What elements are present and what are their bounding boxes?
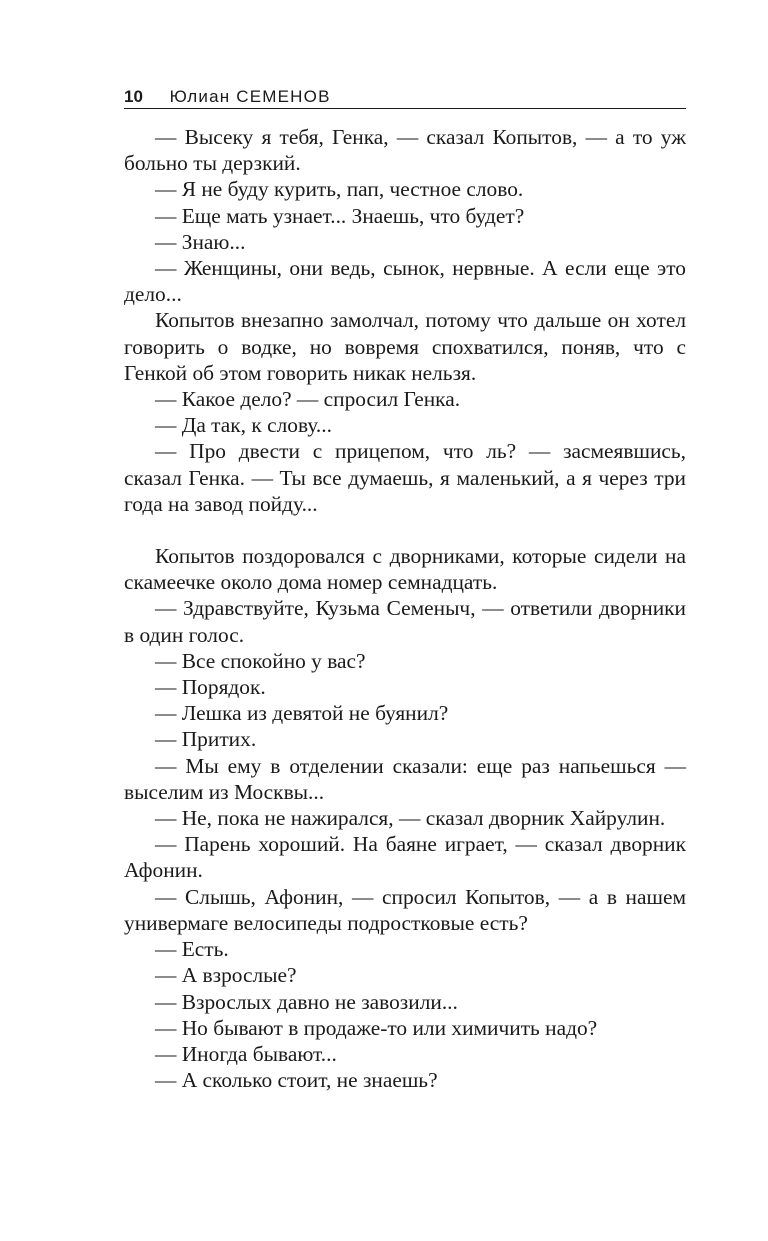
paragraph: — А взрослые? xyxy=(155,963,297,988)
paragraph: — Но бывают в продаже-то или химичить надо? xyxy=(155,1015,598,1040)
paragraph: — Парень хороший. На баяне играет, — сказал дворник Афонин. xyxy=(124,832,686,883)
paragraph: — Я не буду курить, пап, честное слово. xyxy=(155,177,524,202)
paragraph: Копытов внезапно замолчал, потому что дальше он хотел говорить о водке, но вовремя спохватился, поняв, что с Генкой об этом говорить никак нельзя. xyxy=(124,308,686,385)
paragraph: — Слышь, Афонин, — спросил Копытов, — а в нашем универмаге велосипеды подростковые есть? xyxy=(124,884,686,935)
section-break xyxy=(124,517,686,543)
paragraph: — Какое дело? — спросил Генка. xyxy=(155,387,461,412)
page-number: 10 xyxy=(124,87,143,106)
paragraph: — Есть. xyxy=(155,937,229,962)
paragraph: — Все спокойно у вас? xyxy=(155,648,366,673)
paragraph: — Мы ему в отделении сказали: еще раз напьешься — выселим из Москвы... xyxy=(124,753,686,804)
paragraph: — Да так, к слову... xyxy=(155,413,332,438)
body-text xyxy=(124,124,686,1093)
paragraph: — Лешка из девятой не буянил? xyxy=(155,701,449,726)
paragraph: — Порядок. xyxy=(155,675,266,700)
paragraph: — Иногда бывают... xyxy=(155,1041,337,1066)
running-header xyxy=(124,86,686,109)
paragraph: — Здравствуйте, Кузьма Семеныч, — ответили дворники в один голос. xyxy=(124,596,686,647)
paragraph: — А сколько стоит, не знаешь? xyxy=(155,1068,438,1093)
paragraph: — Взрослых давно не завозили... xyxy=(155,989,458,1014)
paragraph: — Высеку я тебя, Генка, — сказал Копытов, — а то уж больно ты дерзкий. xyxy=(124,125,686,176)
paragraph: — Еще мать узнает... Знаешь, что будет? xyxy=(155,203,525,228)
paragraph: — Про двести с прицепом, что ль? — засмеявшись, сказал Генка. — Ты все думаешь, я маленький, а я через три года на завод пойду... xyxy=(124,439,686,516)
paragraph: Копытов поздоровался с дворниками, которые сидели на скамеечке около дома номер семнадцать. xyxy=(124,544,686,595)
paragraph: — Притих. xyxy=(155,727,257,752)
paragraph: — Знаю... xyxy=(155,229,246,254)
running-head-author: Юлиан СЕМЕНОВ xyxy=(169,87,331,106)
paragraph: — Не, пока не нажирался, — сказал дворник Хайрулин. xyxy=(155,806,666,831)
paragraph: — Женщины, они ведь, сынок, нервные. А если еще это дело... xyxy=(124,256,686,307)
